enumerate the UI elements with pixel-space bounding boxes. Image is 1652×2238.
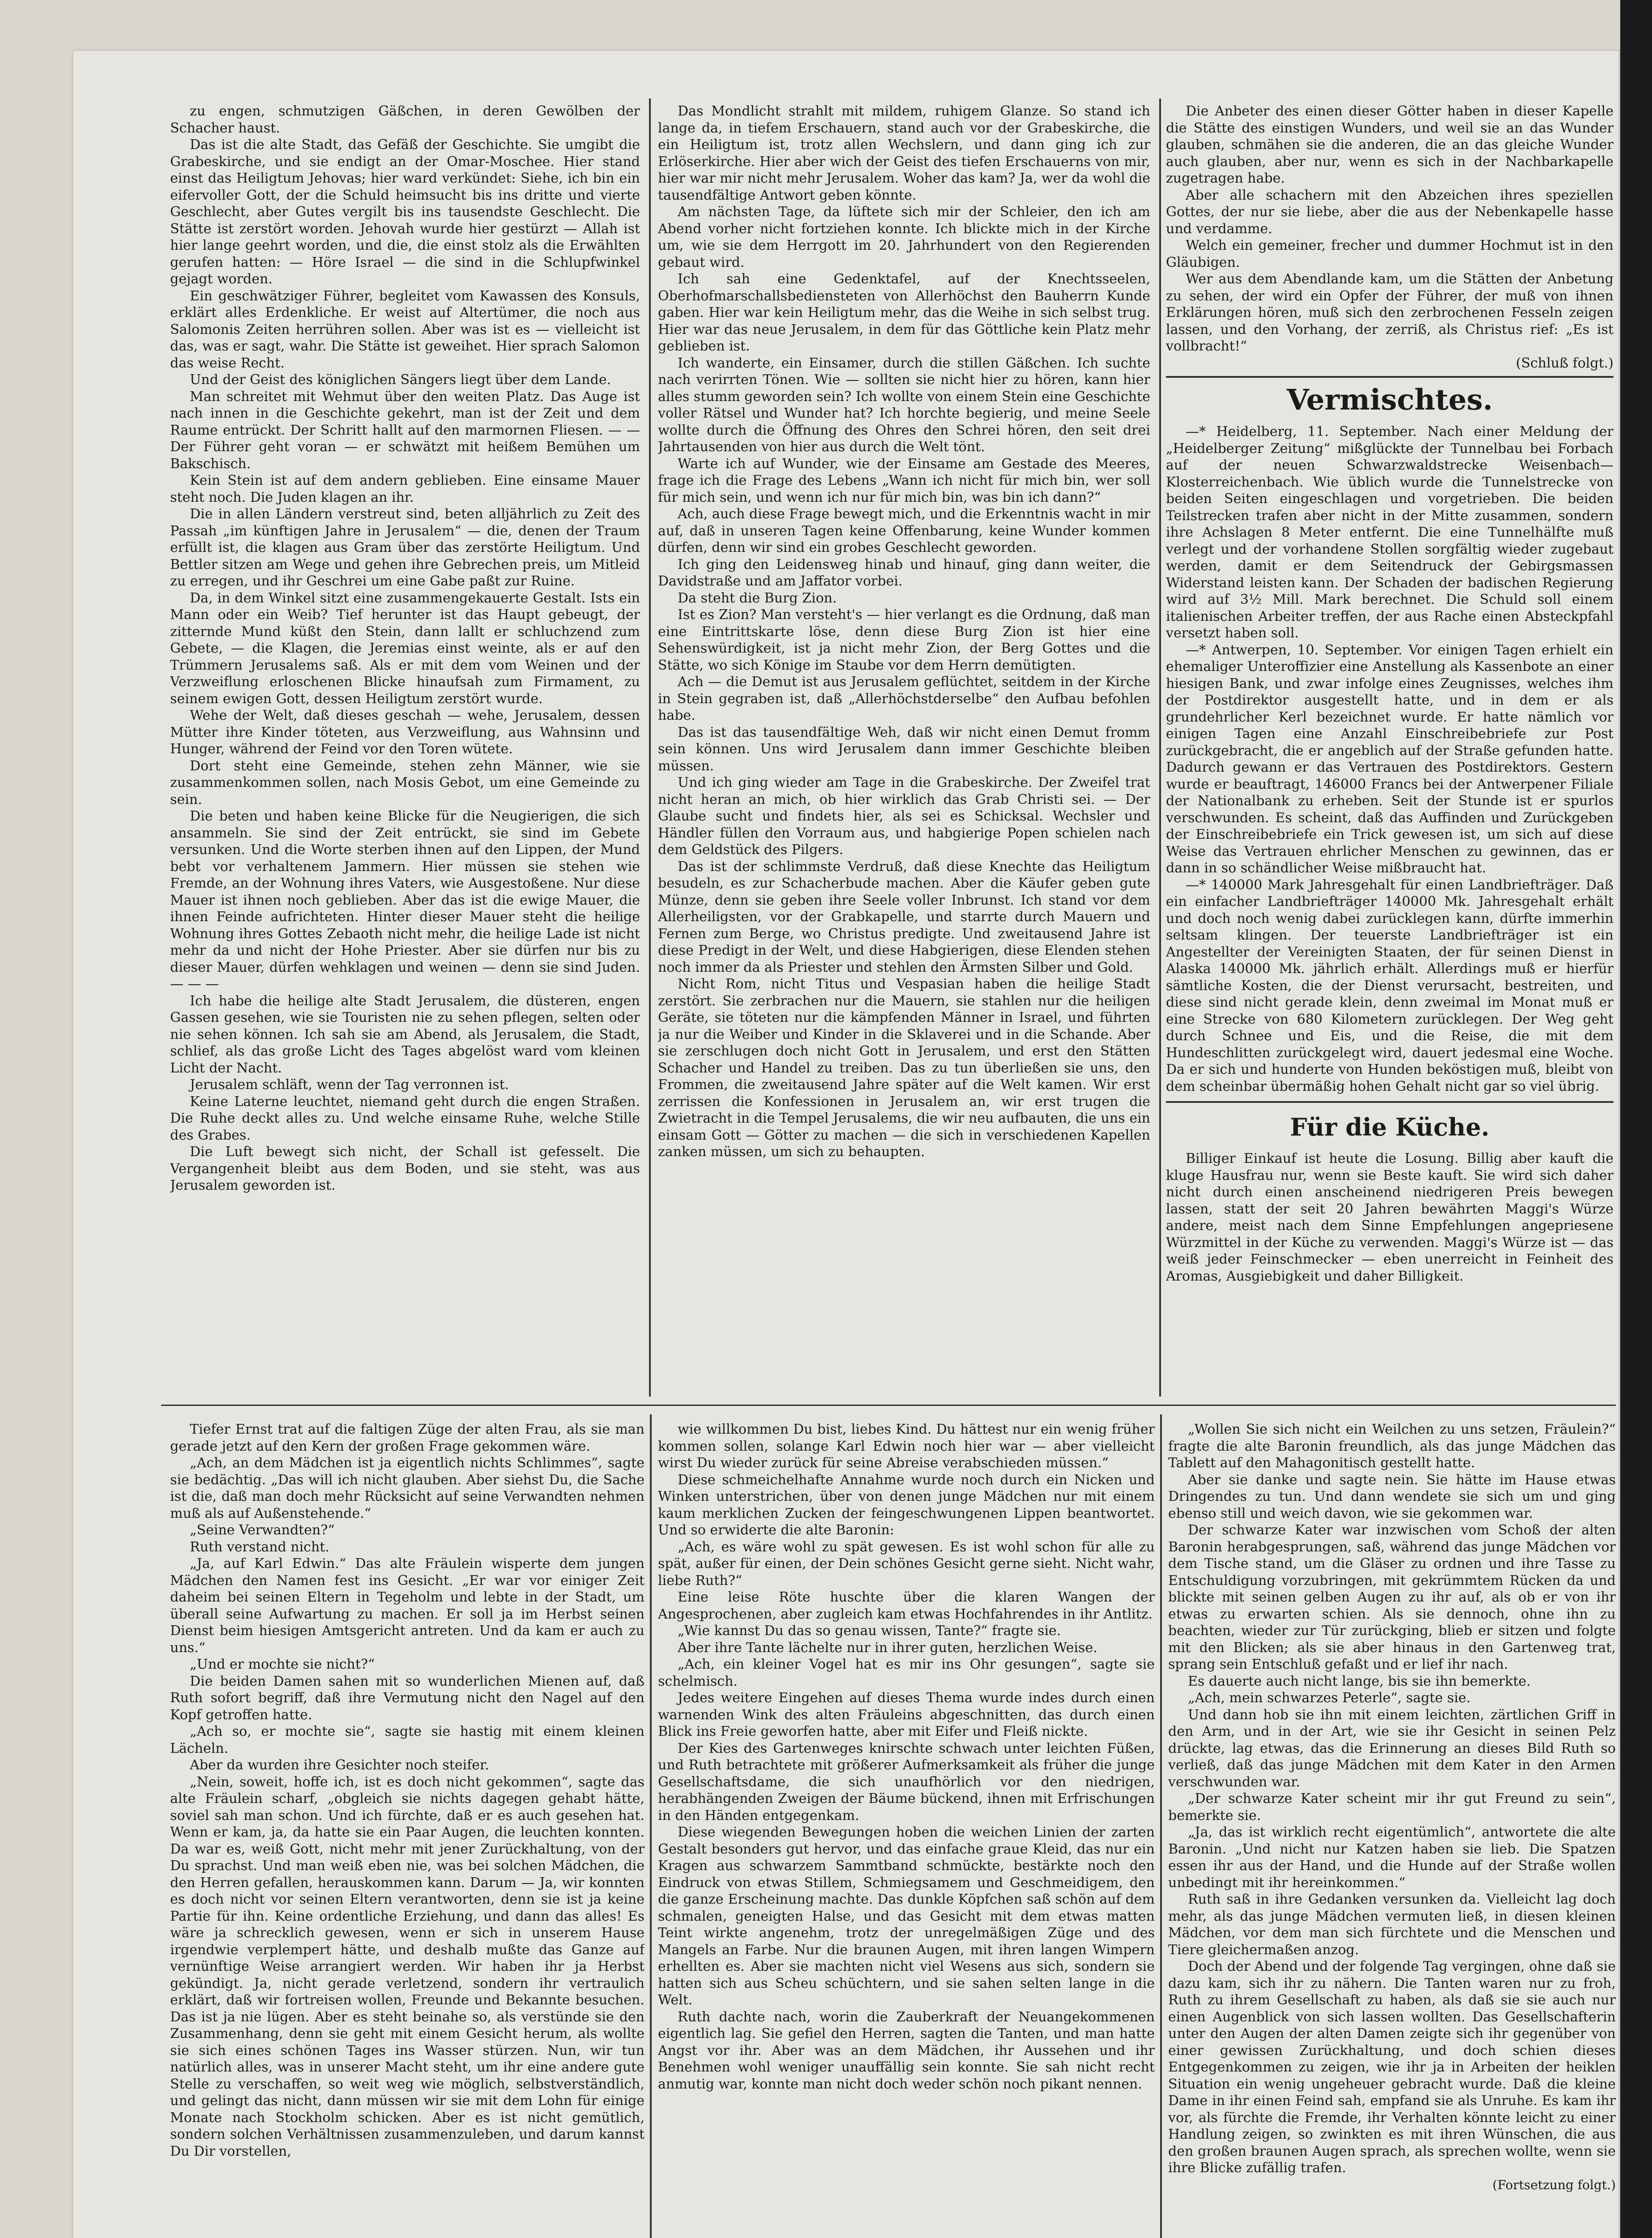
- novel-paragraph: „Ja, auf Karl Edwin.“ Das alte Fräulein wisperte dem jungen Mädchen den Namen fest ins Gesicht. „Er war vor einiger Zeit daheim bei seinen Eltern in Tegeholm und lebte in der Stadt, um überall seine Aufwartung zu machen. Er soll ja im Herbst seinen Dienst beim hiesigen Amtsgericht antreten. Und da kam er auch zu uns.“: [170, 1556, 645, 1656]
- paragraph: Welch ein gemeiner, frecher und dummer Hochmut ist in den Gläubigen.: [1166, 238, 1614, 270]
- novel-paragraph: Ruth verstand nicht.: [190, 1539, 329, 1555]
- to-be-continued-note: (Fortsetzung folgt.): [1492, 2177, 1616, 2192]
- novel-paragraph: Der Kies des Gartenweges knirschte schwach unter leichten Füßen, und Ruth betrachtete mit größerer Aufmerksamkeit als früher die junge Gesellschaftsdame, die sich unaufhörlich vor den niedrigen, herabhängenden Zweigen der Bäume bückend, ihnen mit Erfrischungen in den Händen entgegenkam.: [658, 1740, 1155, 1824]
- feuilleton-column-2: [658, 103, 1150, 1392]
- novel-column-3: [1168, 1421, 1616, 2238]
- news-column-3: [1166, 103, 1614, 1392]
- paragraph: Das ist die alte Stadt, das Gefäß der Geschichte. Sie umgibt die Grabeskirche, und sie endigt an der Omar-Moschee. Hier stand einst das Heiligtum Jehovas; hier ward verkündet: Siehe, ich bin ein eifervoller Gott, der die Schuld heimsucht bis ins dritte und vierte Geschlecht, aber Gutes vergilt bis ins tausendste Geschlecht. Die Stätte ist zerstört worden. Jehovah wurde hier gestürzt — Allah ist hier lange geehrt worden, und die, die einst stolz als die Erwählten gerufen hatten: — Höre Israel — die sind in die Schlupfwinkel gejagt worden.: [170, 137, 640, 287]
- paragraph: Da, in dem Winkel sitzt eine zusammengekauerte Gestalt. Ists ein Mann oder ein Weib? Tief herunter ist das Haupt gebeugt, der zitternde Mund küßt den Stein, dann lallt er schluchzend zum Gebete, — die Klagen, die Jeremias einst weinte, als er auf den Trümmern Jerusalems saß. Als er mit dem vom Weinen und der Verzweiflung erloschenen Blicke hinaufsah zum Firmament, zu seinem ewigen Gott, dessen Heiligtum zerstört wurde.: [170, 590, 640, 707]
- paragraph: Nicht Rom, nicht Titus und Vespasian haben die heilige Stadt zerstört. Sie zerbrachen nur die Mauern, sie stahlen nur die heiligen Geräte, sie töteten nur die kämpfenden Männer in Israel, und führten ja nur die Weiber und Kinder in die Sklaverei und in die Schande. Aber sie zerschlugen doch nicht Gott in Jerusalem, und erst den Stätten Schacher und Handel zu treiben. Das zu tun überließen sie uns, den Frommen, die zweitausend Jahre später auf die Welt kamen. Wir erst zerrissen die Konfessionen in Jerusalem an, wir erst trugen die Zwietracht in die Tempel Jerusalems, die wir neu aufbauten, die uns ein einsam Gott — Götter zu machen — die sich in verschiedenen Kapellen zanken müssen, um sich zu behaupten.: [658, 976, 1150, 1160]
- novel-paragraph: „Wollen Sie sich nicht ein Weilchen zu uns setzen, Fräulein?“ fragte die alte Baronin freundlich, als das junge Mädchen das Tablett auf den Mahagonitisch gestellt hatte.: [1168, 1422, 1616, 1471]
- novel-paragraph: „Wie kannst Du das so genau wissen, Tante?“ fragte sie.: [678, 1623, 1061, 1639]
- paragraph: Jerusalem schläft, wenn der Tag verronnen ist.: [190, 1077, 509, 1093]
- column-rule: [650, 1414, 652, 2238]
- paragraph: Ich wanderte, ein Einsamer, durch die stillen Gäßchen. Ich suchte nach verirrten Tönen. Wie — sollten sie nicht hier zu hören, kann hier alles stumm geworden sein? Ich wollte von einem Stein eine Geschichte voller Rätsel und Wunder hat? Ich horchte begierig, und meine Seele wollte durch die Öffnung des Ohres den Schrei hören, den seit drei Jahrtausenden von hier aus durch die Welt tönt.: [658, 355, 1150, 455]
- novel-paragraph: „Ach, es wäre wohl zu spät gewesen. Es ist wohl schon für alle zu spät, außer für einen, der Dein schönes Gesicht gerne sieht. Nicht wahr, liebe Ruth?“: [658, 1539, 1155, 1589]
- novel-paragraph: Der schwarze Kater war inzwischen vom Schoß der alten Baronin herabgesprungen, saß, während das junge Mädchen vor dem Tische stand, um die Gläser zu ordnen und ihre Tasse zu Entschuldigung vorzubringen, mit gekrümmtem Rücken da und blickte mit seinen gelben Augen zu ihr auf, als ob er von ihr etwas zu erwarten schien. Als sie dennoch, ohne ihn zu beachten, wieder zur Tür zurückging, blieb er sitzen und folgte mit den Blicken; als sie aber hinaus in den Gartenweg trat, sprang sein Entschluß gefaßt und er lief ihr nach.: [1168, 1522, 1616, 1672]
- novel-paragraph: Jedes weitere Eingehen auf dieses Thema wurde indes durch einen warnenden Wink des alten Fräuleins abgeschnitten, das durch einen Blick ins Freie geworfen hatte, aber mit Eifer und Fleiß nickte.: [658, 1690, 1155, 1739]
- news-item: —* 140000 Mark Jahresgehalt für einen Landbriefträger. Daß ein einfacher Landbriefträger 140000 Mk. Jahresgehalt erhält und doch noch wenig dabei zurücklegen kann, dürfte immerhin seltsam klingen. Der teuerste Landbriefträger ist ein Angestellter der Vereinigten Staaten, der für seinen Dienst in Alaska 140000 Mk. jährlich erhält. Allerdings muß er hierfür sämtliche Kosten, die der Dienst verursacht, bestreiten, und diese sind nicht gerade klein, denn zweimal im Monat muß er eine Strecke von 680 Kilometern zurücklegen. Der Weg geht durch Schnee und Eis, und die Reise, die mit dem Hundeschlitten zurückgelegt wird, dauert jedesmal eine Woche. Da er sich und hunderte von Hunden beköstigen muß, bleibt von dem scheinbar übermäßig hohen Gehalt nicht gar so viel übrig.: [1166, 877, 1614, 1094]
- novel-paragraph: Ruth saß in ihre Gedanken versunken da. Vielleicht lag doch mehr, als das junge Mädchen vermuten ließ, in diesen kleinen Mädchen, vor dem man sich fürchtete und die Menschen und Tiere gleichermaßen anzog.: [1168, 1892, 1616, 1958]
- feuilleton-column-1: [170, 103, 640, 1392]
- novel-paragraph: Aber da wurden ihre Gesichter noch steifer.: [190, 1757, 489, 1773]
- paragraph: Ich sah eine Gedenktafel, auf der Knechtsseelen, Oberhofmarschallsbediensteten von Allerhöchst den Bauherrn Kunde gaben. Hier war kein Heiligtum mehr, das die Weihe in sich selbst trug. Hier war das neue Jerusalem, in dem für das Göttliche kein Platz mehr geblieben ist.: [658, 271, 1150, 354]
- novel-column-1: [170, 1421, 645, 2238]
- paragraph: Ich ging den Leidensweg hinab und hinauf, ging dann weiter, die Davidstraße und am Jaffator vorbei.: [658, 556, 1150, 589]
- news-item: —* Antwerpen, 10. September. Vor einigen Tagen erhielt ein ehemaliger Unteroffizier eine Anstellung als Kassenbote an einer hiesigen Bank, und zwar infolge eines Zeugnisses, welches ihm der Postdirektor ausgestellt hatte, und in dem er als grundehrlicher Kerl bezeichnet wurde. Er hatte nämlich vor einigen Tagen eine Anzahl Einschreibebriefe zur Post zurückgebracht, die er angeblich auf der Straße gefunden hatte. Dadurch gewann er das Vertrauen des Postdirektors. Gestern wurde er beauftragt, 146000 Francs bei der Antwerpener Filiale der Nationalbank zu erheben. Seit der Stunde ist er spurlos verschwunden. Es scheint, daß das Auffinden und Zurückgeben der Einschreibebriefe ein Trick gewesen ist, um sich auf diese Weise das Vertrauen ehrlicher Menschen zu gewinnen, das er dann in so schändlicher Weise mißbraucht hat.: [1166, 642, 1614, 876]
- novel-paragraph: Tiefer Ernst trat auf die faltigen Züge der alten Frau, als sie man gerade jetzt auf den Kern der großen Frage gekommen wäre.: [170, 1422, 645, 1454]
- section-rule: [1166, 1101, 1614, 1103]
- paragraph: Wehe der Welt, daß dieses geschah — wehe, Jerusalem, dessen Mütter ihre Kinder töteten, aus Verzweiflung, aus Wahnsinn und Hunger, während der Feind vor den Toren wütete.: [170, 708, 640, 757]
- paragraph: Ach, auch diese Frage bewegt mich, und die Erkenntnis wacht in mir auf, daß in unseren Tagen keine Offenbarung, keine Wunder kommen dürfen, denn wir sind ein grobes Geschlecht geworden.: [658, 506, 1150, 555]
- novel-paragraph: „Ach, an dem Mädchen ist ja eigentlich nichts Schlimmes“, sagte sie bedächtig. „Das will ich nicht glauben. Aber siehst Du, die Sache ist die, daß man doch mehr Rücksicht auf seine Verwandten nehmen muß als auf Außenstehende.“: [170, 1455, 645, 1521]
- novel-column-2: [658, 1421, 1155, 2238]
- novel-paragraph: Eine leise Röte huschte über die klaren Wangen der Angesprochenen, aber zugleich kam etwas Hochfahrendes in ihr Antlitz.: [658, 1589, 1155, 1622]
- kueche-paragraph: Billiger Einkauf ist heute die Losung. Billig aber kauft die kluge Hausfrau nur, wenn sie Beste kauft. Sie wird sich daher nicht durch einen anscheinend niedrigeren Preis bewegen lassen, statt der seit 20 Jahren bewährten Maggi's Würze andere, meist nach dem Sinne Empfehlungen angepriesene Würzmittel in der Küche zu verwenden. Maggi's Würze ist — das weiß jeder Feinschmecker — eben unerreicht in Feinheit des Aromas, Ausgiebigkeit und daher Billigkeit.: [1166, 1151, 1614, 1284]
- novel-paragraph: Diese wiegenden Bewegungen hoben die weichen Linien der zarten Gestalt besonders gut hervor, und das einfache graue Kleid, das nur ein Kragen aus schwarzem Sammtband schmückte, bestärkte noch den Eindruck von etwas Stillem, Schmiegsamem und Geschmeidigem, den die ganze Erscheinung machte. Das dunkle Köpfchen saß schön auf dem schmalen, geneigten Halse, und das Gesicht mit dem etwas matten Teint wirkte angenehm, trotz der unregelmäßigen Züge und des Mangels an Farbe. Nur die braunen Augen, mit ihren langen Wimpern erhellten es. Aber sie machten nicht viel Wesens aus sich, sondern sie hatten sich aus Scheu schüchtern, und sie sahen selten lange in die Welt.: [658, 1824, 1155, 2008]
- paragraph: Und ich ging wieder am Tage in die Grabeskirche. Der Zweifel trat nicht heran an mich, ob hier wirklich das Grab Christi sei. — Der Glaube sucht und findets hier, als sei es Schicksal. Wechsler und Händler füllen den Vorraum aus, und habgierige Popen schielen nach dem Geldstück des Pilgers.: [658, 775, 1150, 858]
- paragraph: Und der Geist des königlichen Sängers liegt über dem Lande.: [190, 372, 611, 388]
- paragraph: Ich habe die heilige alte Stadt Jerusalem, die düsteren, engen Gassen gesehen, wie sie Touristen nie zu sehen pflegen, selten oder nie sehen können. Ich sah sie am Abend, als Jerusalem, die Stadt, schlief, als das große Licht des Tages abgelöst ward vom kleinen Licht der Nacht.: [170, 993, 640, 1076]
- novel-paragraph: „Nein, soweit, hoffe ich, ist es doch nicht gekommen“, sagte das alte Fräulein scharf, „obgleich sie nichts dagegen gehabt hätte, soviel sah man schon. Und ich fürchte, daß er es auch gesehen hat. Wenn er kam, ja, da hatte sie ein Paar Augen, die leuchten konnten. Da war es, weiß Gott, nicht mehr mit jener Zurückhaltung, von der Du sprachst. Und man weiß eben nie, was bei solchen Mädchen, die den Herren gefallen, herauskommen kann. Darum — Ja, wir konnten es doch nicht vor seinen Eltern verantworten, denn sie ist ja keine Partie für ihn. Keine ordentliche Erziehung, und dann das alles! Es wäre ja schrecklich gewesen, wenn er sich in unserem Hause irgendwie verplempert hätte, und deshalb mußte das Ganze auf vernünftige Weise arrangiert werden. Wir haben ihr ja Herbst gekündigt. Ja, nicht gerade verletzend, sondern ihr vertraulich erklärt, daß wir fortreisen wollen, Freunde und Bekannte besuchen. Das ist ja nie lügen. Aber es steht beinahe so, als verstünde sie den Zusammenhang, denn sie geht mit einem Gesicht herum, als wollte sie sich eines schönen Tages ins Wasser stürzen. Nun, wir tun natürlich alles, was in unserer Macht steht, um ihr eine andere gute Stelle zu verschaffen, so weit weg wie möglich, selbstverständlich, und gelingt das nicht, dann müssen wir sie mit dem Lohn für einige Monate nach Stockholm schicken. Aber es ist nicht gemütlich, sondern solchen Verhältnissen zusammenzuleben, und darum kannst Du Dir vorstellen,: [170, 1774, 645, 2159]
- to-be-concluded-note: (Schluß folgt.): [1515, 355, 1614, 371]
- paragraph: Ein geschwätziger Führer, begleitet vom Kawassen des Konsuls, erklärt alles Erdenkliche. Er weist auf Altertümer, die noch aus Salomonis Zeiten herrühren sollen. Aber was ist es — vielleicht ist das, was er sagt, wahr. Die Stätte ist geweihet. Hier sprach Salomon das weise Recht.: [170, 288, 640, 371]
- paragraph: Die Luft bewegt sich nicht, der Schall ist gefesselt. Die Vergangenheit bleibt aus dem Boden, und sie steht, was aus Jerusalem geworden ist.: [170, 1144, 640, 1193]
- paragraph: Das ist das tausendfältige Weh, daß wir nicht einen Demut fromm sein können. Uns wird Jerusalem dann immer Geschichte bleiben müssen.: [658, 724, 1150, 774]
- news-item: —* Heidelberg, 11. September. Nach einer Meldung der „Heidelberger Zeitung“ mißglückte der Tunnelbau bei Forbach auf der neuen Schwarzwaldstrecke Weisenbach—Klosterreichenbach. Wie üblich wurde die Tunnelstrecke von beiden Seiten eingeschlagen und vorgetrieben. Die beiden Teilstrecken trafen aber nicht in der Mitte zusammen, sondern ihre Achslagen 8 Meter entfernt. Die eine Tunnelhälfte muß verlegt und der vorhandene Stollen sorgfältig wieder zugebaut werden, damit er dem Seitendruck der Gebirgsmassen Widerstand leisten kann. Der Schaden der badischen Regierung wird auf 3½ Mill. Mark berechnet. Die Schuld soll einem italienischen Arbeiter treffen, der aus Rache einen Absteckpfahl versetzt haben soll.: [1166, 424, 1614, 641]
- paragraph: Aber alle schachern mit den Abzeichen ihres speziellen Gottes, der nur sie liebe, aber die aus der Nebenkapelle hasse und verdamme.: [1166, 187, 1614, 237]
- novel-paragraph: Aber sie danke und sagte nein. Sie hätte im Hause etwas Dringendes zu tun. Und dann wendete sie sich um und ging ebenso still und weich davon, wie sie gekommen war.: [1168, 1472, 1616, 1521]
- novel-paragraph: wie willkommen Du bist, liebes Kind. Du hättest nur ein wenig früher kommen sollen, solange Karl Edwin noch hier war — aber vielleicht wirst Du wieder zurück für seine Abreise verabschieden müssen.“: [658, 1422, 1155, 1471]
- novel-paragraph: Es dauerte auch nicht lange, bis sie ihn bemerkte.: [1188, 1673, 1531, 1689]
- paragraph: Die beten und haben keine Blicke für die Neugierigen, die sich ansammeln. Sie sind der Zeit entrückt, sie sind im Gebete versunken. Und die Worte sterben ihnen auf den Lippen, der Mund bebt vor verhaltenem Jammern. Hier müssen sie stehen wie Fremde, an der Wohnung ihres Vaters, wie Ausgestoßene. Nur diese Mauer ist ihnen noch geblieben. Aber das ist die ewige Mauer, die ihnen Feinde aufrichteten. Hinter dieser Mauer steht die heilige Wohnung ihres Gottes Zebaoth nicht mehr, die heilige Lade ist nicht mehr da und nicht der Hohe Priester. Aber sie dürfen nur bis zu dieser Mauer, dürfen wehklagen und weinen — denn sie sind Juden. — — —: [170, 808, 640, 992]
- paragraph: Keine Laterne leuchtet, niemand geht durch die engen Straßen. Die Ruhe deckt alles zu. Und welche einsame Ruhe, welche Stille des Grabes.: [170, 1093, 640, 1143]
- paragraph: Kein Stein ist auf dem andern geblieben. Eine einsame Mauer steht noch. Die Juden klagen an ihr.: [170, 473, 640, 505]
- paragraph: zu engen, schmutzigen Gäßchen, in deren Gewölben der Schacher haust.: [170, 103, 640, 136]
- paragraph: Das Mondlicht strahlt mit mildem, ruhigem Glanze. So stand ich lange da, in tiefem Erschauern, stand auch vor der Grabeskirche, die ein Heiligtum ist, trotz allen Wechslern, und dann ging ich zur Erlöserkirche. Hier aber wich der Geist des tiefen Erschauerns von mir, hier war mir nicht mehr Jerusalem. Woher das kam? Ja, wer da wohl die tausendfältige Antwort geben könnte.: [658, 103, 1150, 203]
- section-heading-kueche: Für die Küche.: [1290, 1113, 1490, 1141]
- novel-paragraph: Aber ihre Tante lächelte nur in ihrer guten, herzlichen Weise.: [678, 1640, 1097, 1656]
- column-rule: [1159, 98, 1161, 1397]
- paragraph: Dort steht eine Gemeinde, stehen zehn Männer, wie sie zusammenkommen sollen, nach Mosis Gebot, um eine Gemeinde zu sein.: [170, 758, 640, 807]
- paragraph: Da steht die Burg Zion.: [678, 590, 837, 606]
- paragraph: Die Anbeter des einen dieser Götter haben in dieser Kapelle die Stätte des einstigen Wunders, und weil sie an das Wunder glauben, schmähen sie die anderen, die an das gleiche Wunder auch glauben, aber nur, wenn es sich in der Nachbarkapelle zugetragen habe.: [1166, 103, 1614, 186]
- paragraph: Am nächsten Tage, da lüftete sich mir der Schleier, den ich am Abend vorher nicht fortziehen konnte. Ich blickte mich in der Kirche um, wie sie dem Herrgott im 20. Jahrhundert von den Regierenden gebaut wird.: [658, 204, 1150, 270]
- section-rule: [1166, 376, 1614, 378]
- novel-paragraph: „Ach, mein schwarzes Peterle“, sagte sie.: [1188, 1690, 1471, 1706]
- paragraph: Die in allen Ländern verstreut sind, beten alljährlich zu Zeit des Passah „im künftigen Jahre in Jerusalem“ — die, denen der Traum erfüllt ist, die klagen aus Gram über das zerstörte Heiligtum. Und Bettler sitzen am Wege und gehen ihre Gebrechen preis, um Mitleid zu erregen, und ihr Geschrei um eine Gabe paßt zur Ruine.: [170, 506, 640, 589]
- novel-paragraph: „Ach so, er mochte sie“, sagte sie hastig mit einem kleinen Lächeln.: [170, 1724, 645, 1756]
- paragraph: Ist es Zion? Man versteht's — hier verlangt es die Ordnung, daß man eine Eintrittskarte löse, denn diese Burg Zion ist hier eine Sehenswürdigkeit, ist ja nicht mehr Zion, der Berg Gottes und die Stätte, wo sich Könige im Staube vor dem Herrn demütigten.: [658, 607, 1150, 673]
- paragraph: Warte ich auf Wunder, wie der Einsame am Gestade des Meeres, frage ich die Frage des Lebens „Wann ich nicht für mich bin, wer soll für mich sein, und wenn ich nur für mich bin, was bin ich dann?“: [658, 456, 1150, 505]
- novel-paragraph: Diese schmeichelhafte Annahme wurde noch durch ein Nicken und Winken unterstrichen, über von denen junge Mädchen nur mit einem kaum merklichen Zucken der feingeschwungenen Lippen beantwortet. Und so erwiderte die alte Baronin:: [658, 1472, 1155, 1538]
- novel-paragraph: „Und er mochte sie nicht?“: [190, 1657, 375, 1672]
- column-rule: [1160, 1414, 1162, 2238]
- novel-paragraph: „Seine Verwandten?“: [190, 1522, 335, 1538]
- paragraph: Das ist der schlimmste Verdruß, daß diese Knechte das Heiligtum besudeln, es zur Schacherbude machen. Aber die Käufer geben gute Münze, denn sie geben ihre Seele voller Inbrunst. Ich stand vor dem Allerheiligsten, vor der Grabkapelle, und starrte durch Mauern und Fernen zum Berge, wo Christus predigte. Und zweitausend Jahre ist diese Predigt in der Welt, und diese Habgierigen, diese Elenden stehen noch immer da als Priester und stehlen den Ärmsten Silber und Gold.: [658, 858, 1150, 975]
- novel-paragraph: „Ja, das ist wirklich recht eigentümlich“, antwortete die alte Baronin. „Und nicht nur Katzen haben sie lieb. Die Spatzen essen ihr aus der Hand, und die Hunde auf der Straße wollen unbedingt mit ihr hereinkommen.“: [1168, 1824, 1616, 1891]
- page-edge-shadow: [1620, 0, 1652, 2238]
- novel-paragraph: Doch der Abend und der folgende Tag vergingen, ohne daß sie dazu kam, sich ihr zu nähern. Die Tanten waren nur zu froh, Ruth zu ihrem Gesellschaft zu haben, als daß sie sie auch nur einen Augenblick von sich lassen wollten. Das Gesellschafterin unter den Augen der alten Damen zeigte sich ihr gegenüber von einer gewissen Zurückhaltung, und doch schien dieses Entgegenkommen zu zeigen, wie ihr ja in Arbeiten der heiklen Situation ein wenig ungeheuer gebracht wurde. Daß die kleine Dame in ihr einen Feind sah, empfand sie als Unruhe. Es kam ihr vor, als fürchte die Fremde, ihr Verhalten könnte leicht zu einer Handlung zeigen, so zwinkten es mit ihren Wünschen, die aus den großen braunen Augen sprach, als sprechen wollte, wenn sie ihre Blicke zufällig trafen.: [1168, 1959, 1616, 2176]
- paragraph: Wer aus dem Abendlande kam, um die Stätten der Anbetung zu sehen, der wird ein Opfer der Führer, der muß von ihnen Erklärungen hören, muß sich den zerbrochenen Fesseln zeigen lassen, und den Vorhang, der zerriß, als Christus rief: „Es ist vollbracht!“: [1166, 271, 1614, 354]
- section-heading-vermischtes: Vermischtes.: [1286, 383, 1493, 417]
- novel-paragraph: „Ach, ein kleiner Vogel hat es mir ins Ohr gesungen“, sagte sie schelmisch.: [658, 1657, 1155, 1689]
- paragraph: Ach — die Demut ist aus Jerusalem geflüchtet, seitdem in der Kirche in Stein gegraben ist, daß „Allerhöchstderselbe“ den Aufbau befohlen habe.: [658, 674, 1150, 723]
- column-rule: [649, 98, 651, 1397]
- novel-paragraph: Und dann hob sie ihn mit einem leichten, zärtlichen Griff in den Arm, und in der Art, wie sie ihr Gesicht in seinen Pelz drückte, lag etwas, das die Erinnerung an dieses Bild Ruth so verließ, daß das junge Mädchen mit dem Kater in den Armen verschwunden war.: [1168, 1707, 1616, 1790]
- paragraph: Man schreitet mit Wehmut über den weiten Platz. Das Auge ist nach innen in die Geschichte gekehrt, man ist der Zeit und dem Raume entrückt. Der Schritt hallt auf den marmornen Fliesen. — — Der Führer geht voran — er schwätzt mit heißem Bemühen um Bakschisch.: [170, 389, 640, 472]
- novel-paragraph: Die beiden Damen sahen mit so wunderlichen Mienen auf, daß Ruth sofort begriff, daß ihre Vermutung nicht den Nagel auf den Kopf getroffen hatte.: [170, 1673, 645, 1723]
- novel-paragraph: Ruth dachte nach, worin die Zauberkraft der Neuangekommenen eigentlich lag. Sie gefiel den Herren, sagten die Tanten, und man hatte Angst vor ihr. Aber was an dem Mädchen, ihr Aussehen und ihr Benehmen wohl weniger unauffällig sein konnte. Sie sah nicht recht anmutig war, konnte man nicht doch weder schön noch pikant nennen.: [658, 2009, 1155, 2092]
- feuilleton-divider: [161, 1401, 1616, 1406]
- novel-paragraph: „Der schwarze Kater scheint mir ihr gut Freund zu sein“, bemerkte sie.: [1168, 1791, 1616, 1824]
